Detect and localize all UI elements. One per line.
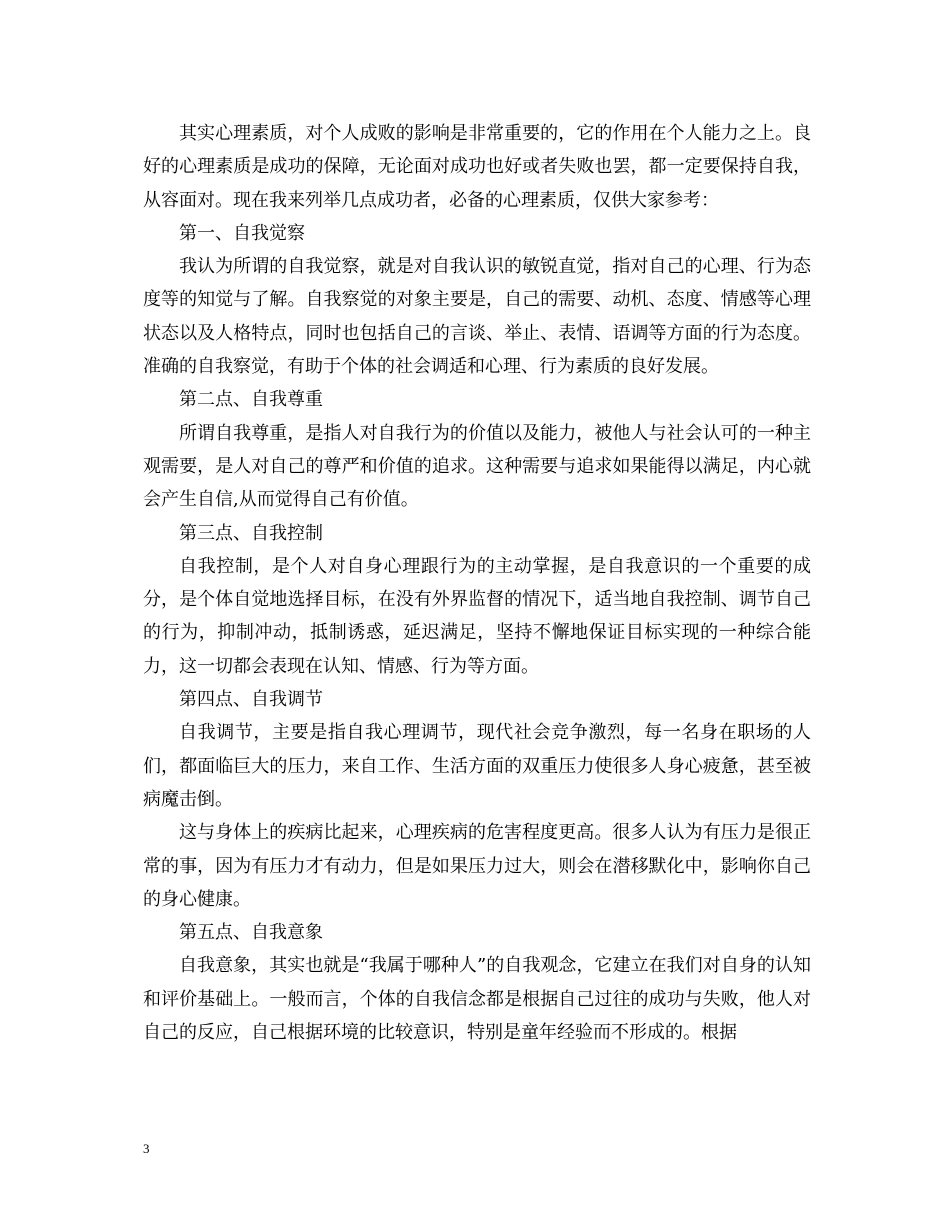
body-paragraph: 所谓自我尊重，是指人对自我行为的价值以及能力，被他人与社会认可的一种主观需要，是人对自己的尊严和价值的追求。这种需要与追求如果能得以满足，内心就会产生自信,从而觉得自己有价值。: [143, 422, 811, 511]
section-heading: 第五点、自我意象: [179, 922, 323, 944]
page-number: 3: [143, 1141, 150, 1156]
section-heading: 第四点、自我调节: [179, 689, 323, 711]
body-paragraph: 自我意象，其实也就是“我属于哪种人”的自我观念，它建立在我们对自身的认知和评价基础上。一般而言，个体的自我信念都是根据自己过往的成功与失败，他人对自己的反应，自己根据环境的比较意识，特别是童年经验而不形成的。根据: [143, 955, 811, 1044]
intro-paragraph: 其实心理素质，对个人成败的影响是非常重要的，它的作用在个人能力之上。良好的心理素质是成功的保障，无论面对成功也好或者失败也罢，都一定要保持自我，从容面对。现在我来列举几点成功者，必备的心理素质，仅供大家参考：: [143, 123, 811, 211]
body-paragraph: 我认为所谓的自我觉察，就是对自我认识的敏锐直觉，指对自己的心理、行为态度等的知觉与了解。自我察觉的对象主要是，自己的需要、动机、态度、情感等心理状态以及人格特点，同时也包括自己的言谈、举止、表情、语调等方面的行为态度。准确的自我察觉，有助于个体的社会调适和心理、行为素质的良好发展。: [143, 256, 811, 378]
document-body: [143, 117, 811, 1049]
section-heading: 第二点、自我尊重: [179, 389, 323, 411]
section-heading: 第一、自我觉察: [179, 222, 305, 244]
body-paragraph: 这与身体上的疾病比起来，心理疾病的危害程度更高。很多人认为有压力是很正常的事，因为有压力才有动力，但是如果压力过大，则会在潜移默化中，影响你自己的身心健康。: [143, 822, 811, 910]
section-heading: 第三点、自我控制: [179, 522, 323, 544]
body-paragraph: 自我调节，主要是指自我心理调节，现代社会竞争激烈，每一名身在职场的人们，都面临巨大的压力，来自工作、生活方面的双重压力使很多人身心疲惫，甚至被病魔击倒。: [143, 722, 811, 810]
body-paragraph: 自我控制，是个人对自身心理跟行为的主动掌握，是自我意识的一个重要的成分，是个体自觉地选择目标，在没有外界监督的情况下，适当地自我控制、调节自己的行为，抑制冲动，抵制诱惑，延迟满足，坚持不懈地保证目标实现的一种综合能力，这一切都会表现在认知、情感、行为等方面。: [143, 555, 811, 677]
